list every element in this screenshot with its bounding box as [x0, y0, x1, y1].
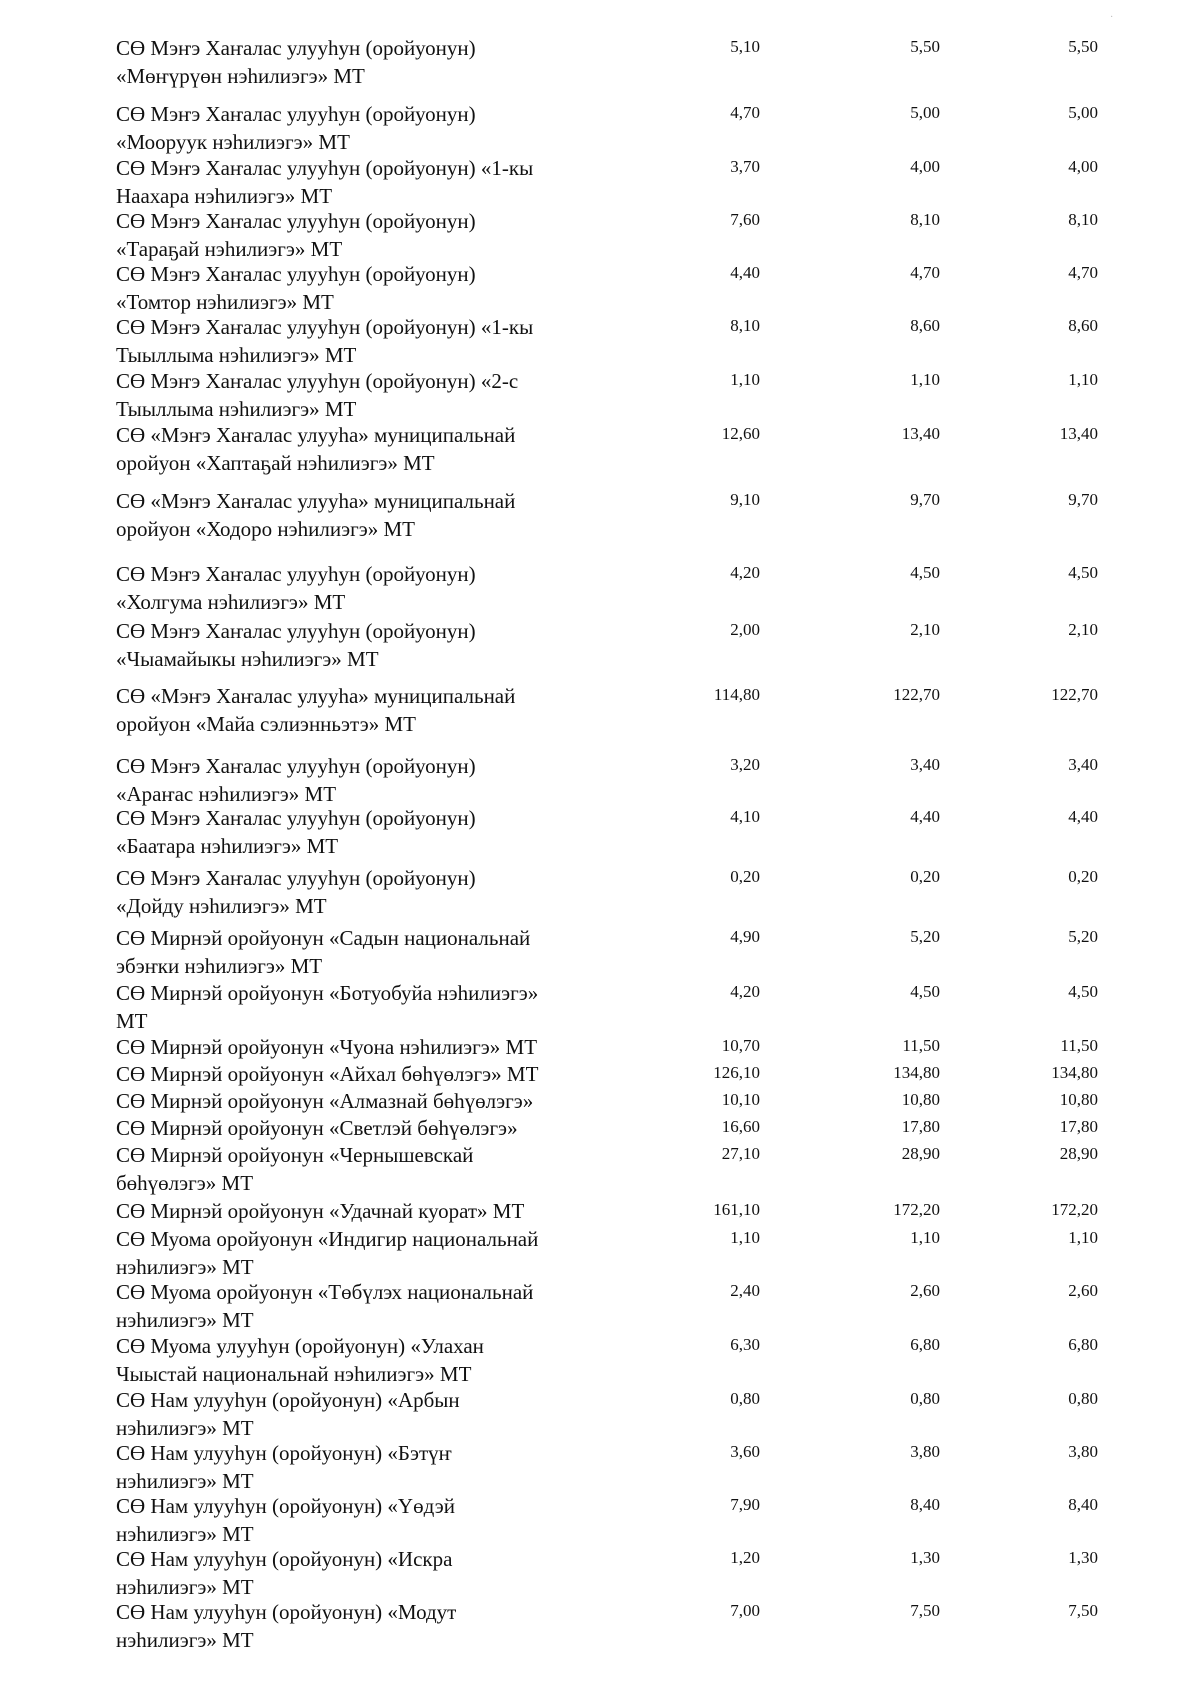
- value-year-3: 8,60: [1068, 316, 1098, 335]
- organization-name: [116, 1598, 596, 1654]
- value-year-3: 9,70: [1068, 490, 1098, 509]
- organization-name-line: нэһилиэгэ» МТ: [116, 1522, 254, 1546]
- value-year-2: 0,80: [910, 1389, 940, 1408]
- value-year-3: 6,80: [1068, 1335, 1098, 1354]
- value-year-1: 4,20: [730, 982, 760, 1001]
- value-year-1: 2,00: [730, 620, 760, 639]
- organization-name-line: «Мөҥүрүөн нэһилиэгэ» МТ: [116, 64, 365, 88]
- organization-name: [116, 752, 596, 808]
- organization-name: [116, 1087, 596, 1115]
- organization-name: [116, 1114, 596, 1142]
- organization-name-line: оройуон «Хаптаҕай нэһилиэгэ» МТ: [116, 451, 435, 475]
- organization-name-line: Чыыстай национальнай нэһилиэгэ» МТ: [116, 1362, 472, 1386]
- organization-name: [116, 560, 596, 616]
- organization-name: [116, 1225, 596, 1281]
- organization-name-line: СӨ Мэҥэ Хаҥалас улууһун (оройуонун): [116, 562, 476, 586]
- organization-name-line: нэһилиэгэ» МТ: [116, 1469, 254, 1493]
- value-year-2: 0,20: [910, 867, 940, 886]
- organization-name: [116, 1033, 596, 1061]
- organization-name: [116, 100, 596, 156]
- value-year-1: 1,20: [730, 1548, 760, 1567]
- value-year-3: 10,80: [1059, 1090, 1098, 1109]
- organization-name-line: «Дойду нэһилиэгэ» МТ: [116, 894, 327, 918]
- organization-name-line: МТ: [116, 1009, 148, 1033]
- value-year-2: 122,70: [893, 685, 940, 704]
- value-year-1: 3,70: [730, 157, 760, 176]
- value-year-1: 7,60: [730, 210, 760, 229]
- value-year-1: 114,80: [713, 685, 760, 704]
- value-year-2: 9,70: [910, 490, 940, 509]
- organization-name-line: эбэҥки нэһилиэгэ» МТ: [116, 954, 323, 978]
- value-year-1: 3,20: [730, 755, 760, 774]
- organization-name: [116, 804, 596, 860]
- organization-name: [116, 313, 596, 369]
- value-year-3: 134,80: [1051, 1063, 1098, 1082]
- value-year-3: 13,40: [1059, 424, 1098, 443]
- organization-name-line: СӨ Мэҥэ Хаҥалас улууһун (оройуонун): [116, 866, 476, 890]
- organization-name-line: СӨ Мэҥэ Хаҥалас улууһун (оройуонун): [116, 806, 476, 830]
- organization-name: [116, 1545, 596, 1601]
- value-year-1: 9,10: [730, 490, 760, 509]
- value-year-3: 7,50: [1068, 1601, 1098, 1620]
- organization-name: [116, 682, 596, 738]
- value-year-1: 27,10: [721, 1144, 760, 1163]
- value-year-1: 4,10: [730, 807, 760, 826]
- value-year-3: 8,40: [1068, 1495, 1098, 1514]
- value-year-2: 7,50: [910, 1601, 940, 1620]
- value-year-3: 4,50: [1068, 982, 1098, 1001]
- organization-name-line: СӨ Нам улууһун (оройуонун) «Үөдэй: [116, 1494, 456, 1518]
- organization-name: [116, 1197, 596, 1225]
- value-year-2: 11,50: [902, 1036, 940, 1055]
- organization-name-line: СӨ Мэҥэ Хаҥалас улууһун (оройуонун) «1-кы: [116, 315, 534, 339]
- organization-name-line: «Томтор нэһилиэгэ» МТ: [116, 290, 334, 314]
- organization-name-line: СӨ Мирнэй оройуонун «Ботуобуйа нэһилиэгэ»: [116, 981, 539, 1005]
- value-year-3: 3,80: [1068, 1442, 1098, 1461]
- organization-name-line: СӨ Мэҥэ Хаҥалас улууһун (оройуонун): [116, 209, 476, 233]
- organization-name-line: оройуон «Ходоро нэһилиэгэ» МТ: [116, 517, 415, 541]
- value-year-2: 4,50: [910, 982, 940, 1001]
- scan-speck: ·: [1110, 12, 1114, 23]
- organization-name: [116, 1386, 596, 1442]
- value-year-1: 4,90: [730, 927, 760, 946]
- value-year-1: 161,10: [713, 1200, 760, 1219]
- organization-name: [116, 260, 596, 316]
- value-year-3: 5,00: [1068, 103, 1098, 122]
- value-year-2: 8,10: [910, 210, 940, 229]
- value-year-1: 1,10: [730, 1228, 760, 1247]
- value-year-2: 28,90: [901, 1144, 940, 1163]
- value-year-2: 17,80: [901, 1117, 940, 1136]
- value-year-2: 1,10: [910, 370, 940, 389]
- value-year-2: 4,00: [910, 157, 940, 176]
- organization-name-line: СӨ Муома улууһун (оройуонун) «Улахан: [116, 1334, 484, 1358]
- value-year-1: 1,10: [730, 370, 760, 389]
- value-year-3: 5,50: [1068, 37, 1098, 56]
- value-year-2: 6,80: [910, 1335, 940, 1354]
- value-year-1: 12,60: [721, 424, 760, 443]
- value-year-2: 1,30: [910, 1548, 940, 1567]
- value-year-2: 10,80: [901, 1090, 940, 1109]
- value-year-1: 7,00: [730, 1601, 760, 1620]
- value-year-3: 172,20: [1051, 1200, 1098, 1219]
- value-year-1: 4,20: [730, 563, 760, 582]
- organization-name: [116, 1141, 596, 1197]
- organization-name-line: «Мооруук нэһилиэгэ» МТ: [116, 130, 350, 154]
- organization-name-line: нэһилиэгэ» МТ: [116, 1308, 254, 1332]
- value-year-3: 17,80: [1059, 1117, 1098, 1136]
- organization-name: [116, 979, 596, 1035]
- value-year-3: 4,40: [1068, 807, 1098, 826]
- value-year-1: 6,30: [730, 1335, 760, 1354]
- value-year-3: 2,10: [1068, 620, 1098, 639]
- value-year-3: 28,90: [1059, 1144, 1098, 1163]
- organization-name-line: СӨ Мирнэй оройуонун «Чернышевскай: [116, 1143, 474, 1167]
- organization-name: [116, 421, 596, 477]
- value-year-1: 0,80: [730, 1389, 760, 1408]
- organization-name-line: Тыыллыма нэһилиэгэ» МТ: [116, 343, 357, 367]
- value-year-3: 1,10: [1068, 370, 1098, 389]
- value-year-3: 1,30: [1068, 1548, 1098, 1567]
- organization-name: [116, 34, 596, 90]
- value-year-1: 126,10: [713, 1063, 760, 1082]
- value-year-2: 8,40: [910, 1495, 940, 1514]
- organization-name-line: СӨ Мэҥэ Хаҥалас улууһун (оройуонун): [116, 619, 476, 643]
- value-year-1: 4,70: [730, 103, 760, 122]
- organization-name-line: СӨ «Мэҥэ Хаҥалас улууһа» муниципальнай: [116, 684, 516, 708]
- organization-name-line: СӨ Нам улууһун (оройуонун) «Искра: [116, 1547, 453, 1571]
- value-year-2: 172,20: [893, 1200, 940, 1219]
- organization-name-line: СӨ Мирнэй оройуонун «Алмазнай бөһүөлэгэ»: [116, 1089, 534, 1113]
- value-year-3: 8,10: [1068, 210, 1098, 229]
- value-year-3: 5,20: [1068, 927, 1098, 946]
- value-year-3: 2,60: [1068, 1281, 1098, 1300]
- organization-name: [116, 1060, 596, 1088]
- organization-name-line: СӨ Нам улууһун (оройуонун) «Модут: [116, 1600, 457, 1624]
- organization-name-line: СӨ Мэҥэ Хаҥалас улууһун (оройуонун): [116, 262, 476, 286]
- value-year-1: 7,90: [730, 1495, 760, 1514]
- organization-name-line: «Баатара нэһилиэгэ» МТ: [116, 834, 339, 858]
- value-year-3: 4,70: [1068, 263, 1098, 282]
- organization-name: [116, 924, 596, 980]
- organization-name-line: СӨ Муома оройуонун «Индигир национальнай: [116, 1227, 539, 1251]
- value-year-1: 16,60: [721, 1117, 760, 1136]
- organization-name-line: СӨ Мэҥэ Хаҥалас улууһун (оройуонун) «2-с: [116, 369, 519, 393]
- value-year-3: 4,00: [1068, 157, 1098, 176]
- organization-name: [116, 864, 596, 920]
- value-year-3: 3,40: [1068, 755, 1098, 774]
- value-year-2: 4,40: [910, 807, 940, 826]
- organization-name: [116, 1332, 596, 1388]
- organization-name-line: «Тараҕай нэһилиэгэ» МТ: [116, 237, 343, 261]
- value-year-1: 0,20: [730, 867, 760, 886]
- value-year-2: 4,70: [910, 263, 940, 282]
- value-year-2: 5,00: [910, 103, 940, 122]
- organization-name: [116, 1439, 596, 1495]
- organization-name-line: СӨ Муома оройуонун «Төбүлэх национальнай: [116, 1280, 534, 1304]
- organization-name-line: СӨ Мэҥэ Хаҥалас улууһун (оройуонун): [116, 102, 476, 126]
- value-year-1: 5,10: [730, 37, 760, 56]
- value-year-2: 3,40: [910, 755, 940, 774]
- organization-name-line: СӨ «Мэҥэ Хаҥалас улууһа» муниципальнай: [116, 489, 516, 513]
- organization-name: [116, 617, 596, 673]
- organization-name-line: нэһилиэгэ» МТ: [116, 1575, 254, 1599]
- value-year-1: 3,60: [730, 1442, 760, 1461]
- organization-name: [116, 207, 596, 263]
- value-year-3: 0,80: [1068, 1389, 1098, 1408]
- value-year-2: 3,80: [910, 1442, 940, 1461]
- organization-name-line: СӨ Мирнэй оройуонун «Садын национальнай: [116, 926, 531, 950]
- organization-name-line: нэһилиэгэ» МТ: [116, 1255, 254, 1279]
- organization-name: [116, 487, 596, 543]
- organization-name-line: нэһилиэгэ» МТ: [116, 1416, 254, 1440]
- value-year-3: 11,50: [1060, 1036, 1098, 1055]
- value-year-1: 4,40: [730, 263, 760, 282]
- value-year-2: 2,10: [910, 620, 940, 639]
- organization-name: [116, 367, 596, 423]
- organization-name: [116, 154, 596, 210]
- organization-name-line: СӨ «Мэҥэ Хаҥалас улууһа» муниципальнай: [116, 423, 516, 447]
- organization-name-line: СӨ Нам улууһун (оройуонун) «Арбын: [116, 1388, 460, 1412]
- organization-name-line: СӨ Нам улууһун (оройуонун) «Бэтүҥ: [116, 1441, 452, 1465]
- organization-name-line: бөһүөлэгэ» МТ: [116, 1171, 254, 1195]
- value-year-1: 8,10: [730, 316, 760, 335]
- value-year-2: 5,20: [910, 927, 940, 946]
- value-year-2: 4,50: [910, 563, 940, 582]
- value-year-2: 2,60: [910, 1281, 940, 1300]
- value-year-3: 0,20: [1068, 867, 1098, 886]
- value-year-1: 2,40: [730, 1281, 760, 1300]
- organization-name-line: Тыыллыма нэһилиэгэ» МТ: [116, 397, 357, 421]
- organization-name-line: СӨ Мирнэй оройуонун «Айхал бөһүөлэгэ» МТ: [116, 1062, 539, 1086]
- value-year-2: 134,80: [893, 1063, 940, 1082]
- value-year-3: 4,50: [1068, 563, 1098, 582]
- value-year-1: 10,70: [721, 1036, 760, 1055]
- organization-name: [116, 1278, 596, 1334]
- organization-name-line: «Чыамайыкы нэһилиэгэ» МТ: [116, 647, 379, 671]
- organization-name: [116, 1492, 596, 1548]
- organization-name-line: СӨ Мирнэй оройуонун «Чуона нэһилиэгэ» МТ: [116, 1035, 538, 1059]
- value-year-1: 10,10: [721, 1090, 760, 1109]
- organization-name-line: Наахара нэһилиэгэ» МТ: [116, 184, 333, 208]
- organization-name-line: нэһилиэгэ» МТ: [116, 1628, 254, 1652]
- value-year-2: 13,40: [901, 424, 940, 443]
- organization-name-line: СӨ Мэҥэ Хаҥалас улууһун (оройуонун): [116, 36, 476, 60]
- organization-name-line: СӨ Мэҥэ Хаҥалас улууһун (оройуонун) «1-кы: [116, 156, 534, 180]
- value-year-2: 5,50: [910, 37, 940, 56]
- organization-name-line: «Араҥас нэһилиэгэ» МТ: [116, 782, 337, 806]
- value-year-3: 1,10: [1068, 1228, 1098, 1247]
- value-year-2: 1,10: [910, 1228, 940, 1247]
- organization-name-line: «Холгума нэһилиэгэ» МТ: [116, 590, 346, 614]
- organization-name-line: СӨ Мирнэй оройуонун «Светлэй бөһүөлэгэ»: [116, 1116, 518, 1140]
- value-year-2: 8,60: [910, 316, 940, 335]
- value-year-3: 122,70: [1051, 685, 1098, 704]
- organization-name-line: СӨ Мэҥэ Хаҥалас улууһун (оройуонун): [116, 754, 476, 778]
- organization-name-line: СӨ Мирнэй оройуонун «Удачнай куорат» МТ: [116, 1199, 525, 1223]
- organization-name-line: оройуон «Майа сэлиэнньэтэ» МТ: [116, 712, 416, 736]
